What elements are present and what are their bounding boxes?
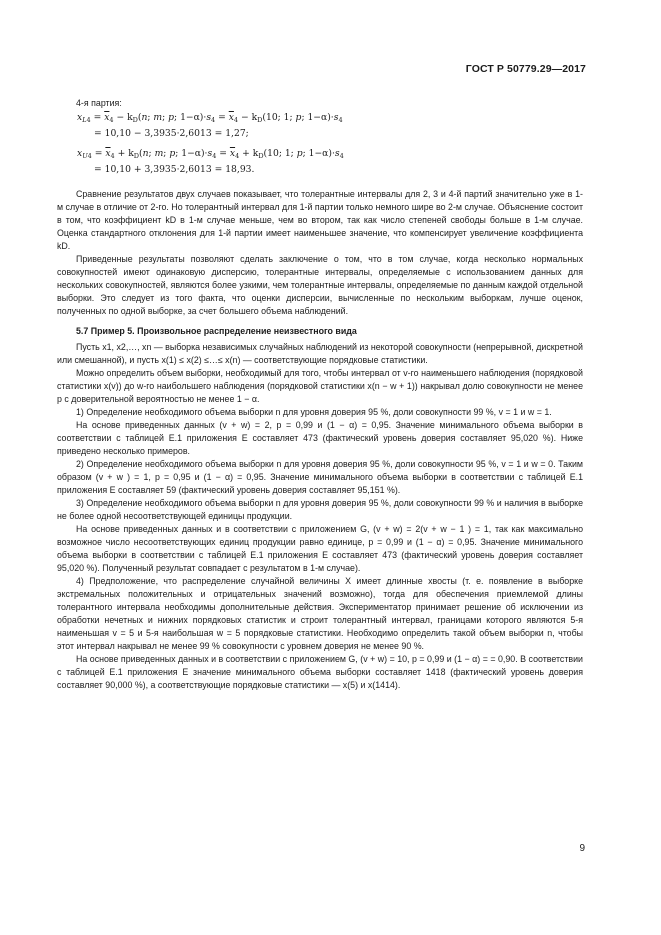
paragraph: Пусть x1, x2,…, xn — выборка независимых случайных наблюдений из некоторой совокупности (непрерывной, дискретной или смешанной), и пусть x(1) ≤ x(2) ≤…≤ x(n) — соответствующие порядковые статистики. <box>57 342 583 365</box>
formula-l4-cont: = 10,10 − 3,3935·2,6013 = 1,27; <box>94 128 249 139</box>
batch-label: 4-я партия: <box>76 98 122 108</box>
paragraph: 4) Предположение, что распределение случайной величины X имеет длинные хвосты (т. е. появление в выборке экстремальных положительных и отрицательных значений возможно), тогда для обеспечения приемлемой длины толерантного интервала необходимы дополнительные действия. Экспериментатор принимает решение об исключении из обработки нечетных и нижних порядковых статистик и строит толерантный интервал, границами которого являются 5-я наименьшая v = 5 и 5-я наибольшая w = 5 порядковые статистики. Необходимо определить такой объем выборки n, чтобы этот интервал накрывал не менее 99 % совокупности с уровнем доверия не менее 90 %. <box>57 576 583 651</box>
paragraph: На основе приведенных данных и в соответствии с приложением G, (v + w) = 2(v + w − 1 ) = 1, так как максимально возможное число несоответствующих единиц продукции равно единице, p = 0,99 и (1 − α) = 0,95. Значение минимального объема выборки в соответствии с таблицей Е.1 приложения Е составляет 473 (фактический уровень доверия составляет 95,020 %). Полученный результат совпадает с результатом в 1-м случае). <box>57 524 583 573</box>
section-title: 5.7 Пример 5. Произвольное распределение неизвестного вида <box>76 326 357 336</box>
page-number: 9 <box>579 843 585 854</box>
paragraph: 3) Определение необходимого объема выборки n для уровня доверия 95 %, доли совокупности 99 % и наличия в выборке не более одной несоответствующей единицы продукции. <box>57 498 583 521</box>
paragraph: 2) Определение необходимого объема выборки n для уровня доверия 95 %, доли совокупности 95 %, v = 1 и w = 0. Таким образом (v + w ) = 1, p = 0,95 и (1 − α) = 0,95. Значение минимального объема выборки в соответствии с таблицей Е.1 приложения Е составляет 59 (фактический уровень доверия составляет 95,151 %). <box>57 459 583 495</box>
formula-l4-main: $x_{L4} = \overline{x}_4 - k_D(n$; m; p; $1-\alpha)\cdot s_4 = \overline{x}_4 - k_D(10$; 1; p; $1-\alpha)\cdot s_4$ <box>77 112 343 124</box>
paragraph: 1) Определение необходимого объема выборки n для уровня доверия 95 %, доли совокупности 99 %, v = 1 и w = 1. <box>76 407 552 417</box>
paragraph: Приведенные результаты позволяют сделать заключение о том, что в том случае, когда несколько нормальных совокупностей имеют одинаковую дисперсию, толерантные интервалы, определяемые с использованием данных для нескольких совокупностей, являются более узкими, чем толерантные интервалы, определяемые по данным каждой отдельной выборки. Это следует из того факта, что оценки дисперсии, вычисленные по нескольким выборкам, лучше оценок, полученных по одной выборке, за счет большего объема наблюдений. <box>57 254 583 316</box>
formula-u4-cont: = 10,10 + 3,3935·2,6013 = 18,93. <box>94 164 255 175</box>
paragraph: Сравнение результатов двух случаев показывает, что толерантные интервалы для 2, 3 и 4-й партий значительно уже в 1-м случае в отличие от 2-го. Но толерантный интервал для 1-й партии только немного шире во 2-м случае. Объяснение состоит в том, что коэффициент kD в 1-м случае меньше, чем во втором, так как число степеней свободы больше в 1-м случае. Оценка стандартного отклонения для 1-й партии имеет наименьшее значение, что компенсирует увеличение коэффициента kD. <box>57 189 583 251</box>
formula-u4-main: $x_{U4} = \overline{x}_4 + k_D(n$; m; p; $1-\alpha)\cdot s_4 = \overline{x}_4 + k_D(10$; 1; p; $1-\alpha)\cdot s_4$ <box>77 148 344 160</box>
paragraph: На основе приведенных данных (v + w) = 2, p = 0,99 и (1 − α) = 0,95. Значение минимального объема выборки в соответствии с таблицей Е.1 приложения Е составляет 473 (фактический уровень доверия составляет 95,020 %). Ниже приведено несколько примеров. <box>57 420 583 456</box>
page-body <box>57 97 583 692</box>
standard-header: ГОСТ Р 50779.29—2017 <box>465 63 586 75</box>
paragraph: Можно определить объем выборки, необходимый для того, чтобы интервал от v-го наименьшего наблюдения (порядковой статистики x(v)) до w-го наибольшего наблюдения (порядковой статистики x(n − w + 1)) накрывал долю совокупности не менее p с доверительной вероятностью не менее 1 − α. <box>57 368 583 404</box>
paragraph: На основе приведенных данных и в соответствии с приложением G, (v + w) = 10, p = 0,99 и (1 − α) = = 0,90. В соответствии с таблицей Е.1 приложения Е значение минимального объема выборки составляет 1418 (фактический уровень доверия составляет 90,000 %), а соответствующие порядковые статистики — x(5) и x(1414). <box>57 654 583 690</box>
